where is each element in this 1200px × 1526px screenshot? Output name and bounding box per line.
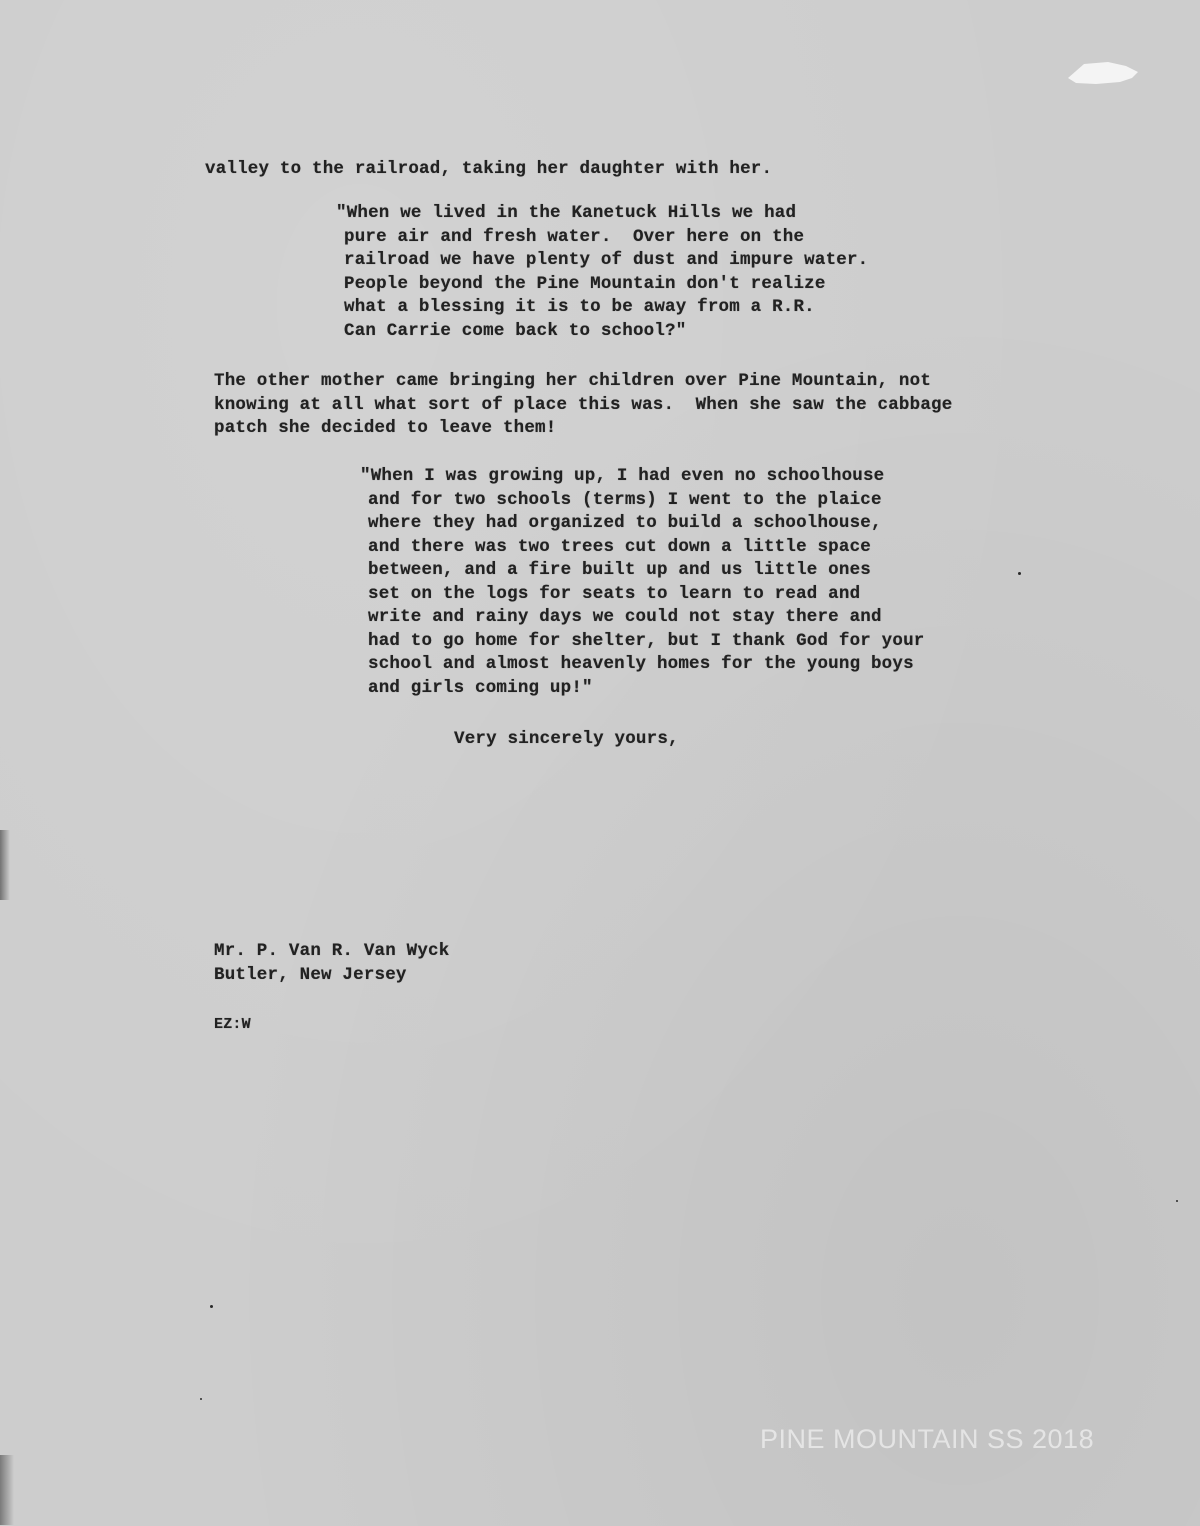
quote-line: People beyond the Pine Mountain don't realize [344,273,826,294]
quote-line: set on the logs for seats to learn to read and [368,583,861,604]
closing-salutation: Very sincerely yours, [454,729,679,749]
opening-line: valley to the railroad, taking her daughter with her. [205,159,773,179]
paragraph-line: patch she decided to leave them! [214,418,557,438]
quote-line: Can Carrie come back to school?" [344,320,687,341]
quote-line: what a blessing it is to be away from a R.R. [344,297,815,317]
quote-kanetuck-hills [336,202,868,343]
ink-speck [210,1305,213,1308]
page-edge-shadow-bottom [0,1455,14,1525]
quote-line: "When we lived in the Kanetuck Hills we had [336,203,797,223]
quote-line: write and rainy days we could not stay there and [368,607,882,627]
ink-speck [1176,1200,1178,1202]
quote-line: between, and a fire built up and us little ones [368,560,871,580]
quote-line: where they had organized to build a schoolhouse, [368,513,882,533]
paragraph-other-mother [214,370,952,441]
typist-initials: EZ:W [214,1016,251,1033]
paragraph-line: The other mother came bringing her children over Pine Mountain, not [214,371,932,391]
page-edge-shadow [0,830,10,900]
quote-line: and for two schools (terms) I went to the plaice [368,489,882,510]
recipient-address [214,940,449,987]
watermark: PINE MOUNTAIN SS 2018 [760,1424,1095,1454]
ink-speck [200,1398,202,1400]
quote-line: railroad we have plenty of dust and impure water. [344,250,869,270]
quote-line: "When I was growing up, I had even no schoolhouse [360,466,885,486]
quote-line: had to go home for shelter, but I thank God for your [368,630,925,651]
quote-line: and girls coming up!" [368,677,593,698]
recipient-location: Butler, New Jersey [214,964,407,985]
ink-speck [1018,572,1021,575]
quote-line: and there was two trees cut down a little space [368,536,871,557]
quote-line: pure air and fresh water. Over here on the [344,226,805,247]
torn-corner-mark [1062,56,1142,92]
paragraph-line: knowing at all what sort of place this was. When she saw the cabbage [214,394,953,415]
quote-schoolhouse [360,465,925,700]
recipient-name: Mr. P. Van R. Van Wyck [214,941,450,961]
quote-line: school and almost heavenly homes for the young boys [368,654,914,674]
